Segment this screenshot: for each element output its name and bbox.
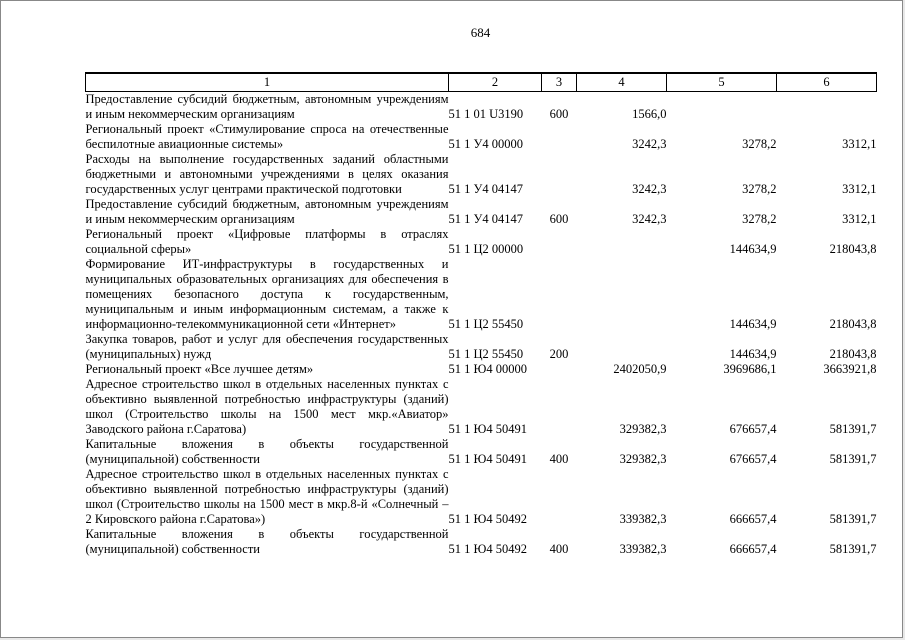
row-amount-year1: 339382,3 xyxy=(619,512,667,526)
row-amount-year2: 666657,4 xyxy=(729,542,777,556)
table-row xyxy=(86,152,877,197)
row-classification-code: 51 1 Ю4 00000 xyxy=(448,362,527,376)
row-expense-type-code: 600 xyxy=(549,212,569,226)
row-amount-year1: 1566,0 xyxy=(632,107,667,121)
row-expense-type-code: 600 xyxy=(549,107,569,121)
table-row xyxy=(86,257,877,332)
row-amount-year2: 666657,4 xyxy=(729,512,777,526)
column-header-1: 1 xyxy=(86,73,449,92)
column-header-6: 6 xyxy=(777,73,877,92)
row-amount-year1 xyxy=(577,257,667,332)
row-amount-year2: 676657,4 xyxy=(729,422,777,436)
row-amount-year3: 218043,8 xyxy=(829,242,877,256)
row-expense-type-code xyxy=(542,257,577,332)
row-amount-year3: 581391,7 xyxy=(829,422,877,436)
row-expense-name: Закупка товаров, работ и услуг для обеспечения государственных (муниципальных) нужд xyxy=(85,332,449,361)
table-container xyxy=(85,72,876,557)
row-amount-year3: 3312,1 xyxy=(842,137,877,151)
row-amount-year1: 3242,3 xyxy=(632,137,667,151)
row-expense-name: Региональный проект «Цифровые платформы в отраслях социальной сферы» xyxy=(85,227,449,256)
row-amount-year3: 581391,7 xyxy=(829,542,877,556)
row-classification-code: 51 1 У4 04147 xyxy=(448,182,523,196)
row-expense-type-code xyxy=(542,362,577,377)
table-row xyxy=(86,332,877,362)
row-expense-name: Адресное строительство школ в отдельных населенных пунктах с объективно выявленной потребностью инфраструктуры (зданий) школ (Строительство школы на 1500 мест мкр.«Авиатор» Заводского района г.Саратова) xyxy=(85,377,449,436)
table-row xyxy=(86,122,877,152)
row-amount-year3: 581391,7 xyxy=(829,452,877,466)
row-expense-type-code: 400 xyxy=(549,452,569,466)
row-expense-type-code: 200 xyxy=(549,347,569,361)
row-amount-year3: 3663921,8 xyxy=(823,362,877,376)
table-header-row xyxy=(86,73,877,92)
row-amount-year3: 218043,8 xyxy=(829,347,877,361)
table-row xyxy=(86,227,877,257)
row-classification-code: 51 1 Ю4 50492 xyxy=(448,542,527,556)
row-amount-year2: 3278,2 xyxy=(742,182,777,196)
row-expense-name: Региональный проект «Стимулирование спроса на отечественные беспилотные авиационные системы» xyxy=(85,122,449,151)
row-expense-type-code xyxy=(542,377,577,437)
row-amount-year1: 339382,3 xyxy=(619,542,667,556)
row-amount-year1: 329382,3 xyxy=(619,422,667,436)
row-expense-name: Предоставление субсидий бюджетным, автономным учреждениям и иным некоммерческим организациям xyxy=(85,197,449,226)
row-expense-type-code xyxy=(542,122,577,152)
row-expense-type-code: 400 xyxy=(549,542,569,556)
table-body xyxy=(86,92,877,558)
row-expense-type-code xyxy=(542,227,577,257)
row-amount-year1: 2402050,9 xyxy=(613,362,667,376)
row-classification-code: 51 1 Ю4 50492 xyxy=(448,512,527,526)
table-row xyxy=(86,437,877,467)
row-amount-year2: 144634,9 xyxy=(729,317,777,331)
table-row xyxy=(86,92,877,123)
row-amount-year2: 676657,4 xyxy=(729,452,777,466)
page-number: 684 xyxy=(470,25,491,40)
row-expense-type-code xyxy=(542,152,577,197)
row-expense-type-code xyxy=(542,467,577,527)
column-header-4: 4 xyxy=(577,73,667,92)
row-amount-year2: 144634,9 xyxy=(729,347,777,361)
column-header-2: 2 xyxy=(449,73,542,92)
row-classification-code: 51 1 Ц2 00000 xyxy=(448,242,524,256)
row-amount-year3: 3312,1 xyxy=(842,212,877,226)
table-row xyxy=(86,467,877,527)
row-expense-name: Предоставление субсидий бюджетным, автономным учреждениям и иным некоммерческим организациям xyxy=(85,92,449,121)
budget-table xyxy=(85,72,877,557)
row-amount-year2: 3278,2 xyxy=(742,137,777,151)
row-amount-year3 xyxy=(777,92,877,123)
row-amount-year2: 3278,2 xyxy=(742,212,777,226)
column-header-3: 3 xyxy=(542,73,577,92)
table-row xyxy=(86,527,877,557)
row-amount-year3: 581391,7 xyxy=(829,512,877,526)
row-classification-code: 51 1 Ц2 55450 xyxy=(448,317,524,331)
row-amount-year2: 144634,9 xyxy=(729,242,777,256)
row-amount-year1: 3242,3 xyxy=(632,212,667,226)
row-expense-name: Расходы на выполнение государственных заданий областными бюджетными и автономными учреждениями в целях оказания государственных услуг центрами практической подготовки xyxy=(85,152,449,196)
table-row xyxy=(86,377,877,437)
row-amount-year1: 3242,3 xyxy=(632,182,667,196)
row-amount-year1 xyxy=(577,332,667,362)
row-classification-code: 51 1 Ю4 50491 xyxy=(448,452,527,466)
row-classification-code: 51 1 Ц2 55450 xyxy=(448,347,524,361)
row-expense-name: Формирование ИТ-инфраструктуры в государственных и муниципальных образовательных организациях для обеспечения в помещениях безопасного доступа к государственным, муниципальным и иным информационным системам, а также к информационно-телекоммуникационной сети «Интернет» xyxy=(85,257,449,331)
table-row xyxy=(86,362,877,377)
row-amount-year3: 3312,1 xyxy=(842,182,877,196)
row-expense-name: Капитальные вложения в объекты государственной (муниципальной) собственности xyxy=(85,437,449,466)
row-classification-code: 51 1 01 U3190 xyxy=(448,107,524,121)
row-expense-name: Адресное строительство школ в отдельных населенных пунктах с объективно выявленной потребностью инфраструктуры (зданий) школ (Строительство школы на 1500 мест в мкр.8-й «Солнечный – 2 Кировского района г.Саратова») xyxy=(85,467,449,526)
row-amount-year2: 3969686,1 xyxy=(723,362,777,376)
table-row xyxy=(86,197,877,227)
row-expense-name: Капитальные вложения в объекты государственной (муниципальной) собственности xyxy=(85,527,449,556)
row-amount-year3: 218043,8 xyxy=(829,317,877,331)
row-classification-code: 51 1 Ю4 50491 xyxy=(448,422,527,436)
row-amount-year1: 329382,3 xyxy=(619,452,667,466)
column-header-5: 5 xyxy=(667,73,777,92)
row-amount-year2 xyxy=(667,92,777,123)
row-expense-name: Региональный проект «Все лучшее детям» xyxy=(85,362,314,376)
row-classification-code: 51 1 У4 04147 xyxy=(448,212,523,226)
row-amount-year1 xyxy=(577,227,667,257)
row-classification-code: 51 1 У4 00000 xyxy=(448,137,523,151)
